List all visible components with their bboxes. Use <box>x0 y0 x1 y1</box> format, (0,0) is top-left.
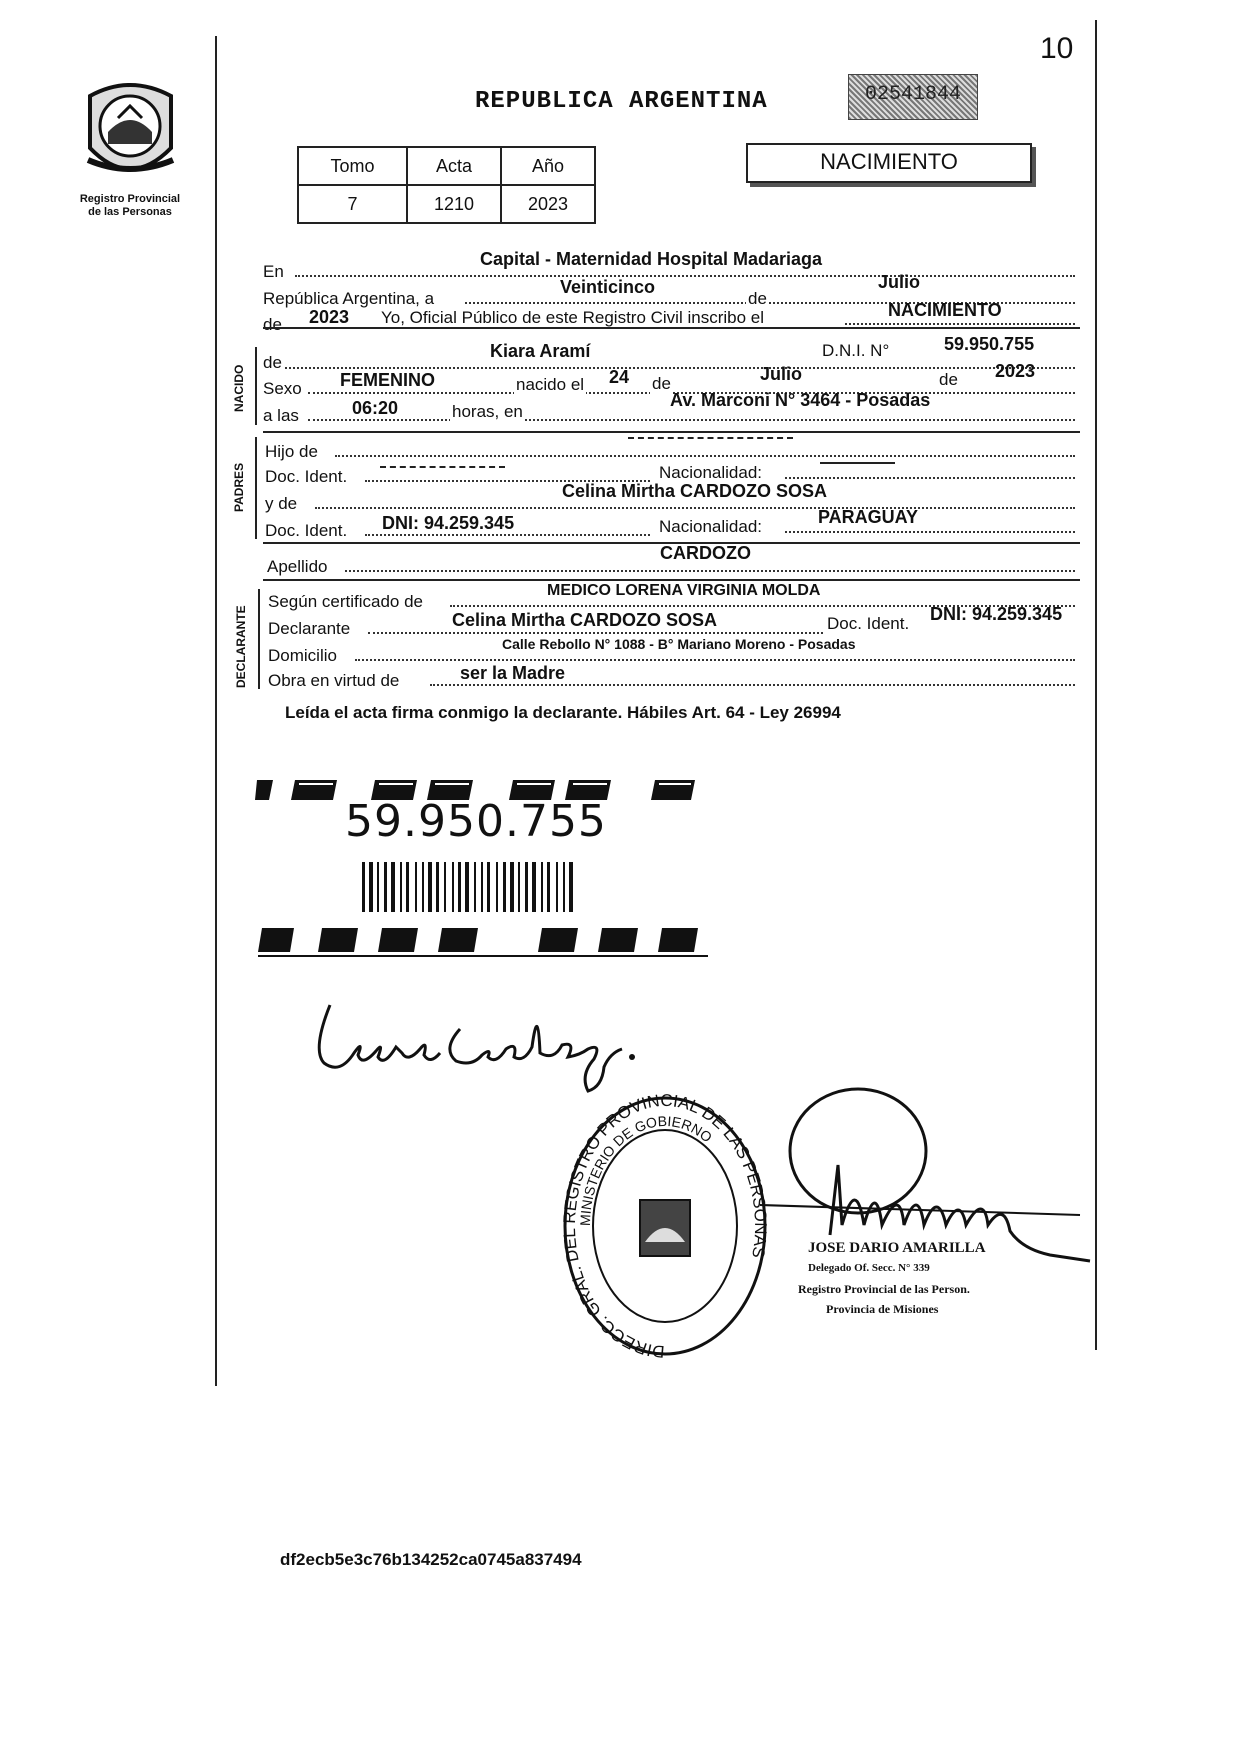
de-label-1: de <box>748 289 767 308</box>
barcode-bar <box>391 862 395 912</box>
nac-father-blank-stroke <box>820 462 895 464</box>
padres-side-label: PADRES <box>232 462 246 512</box>
year-prefix-label: de <box>263 315 282 334</box>
sexo-label: Sexo <box>263 379 302 398</box>
registry-caption <box>60 193 200 219</box>
doc-mother-dots <box>365 534 650 536</box>
nacido-name-dots <box>285 367 1075 369</box>
act-type-box: NACIMIENTO <box>746 143 1032 183</box>
oficial-dots <box>845 323 1075 325</box>
hijo-label: Hijo de <box>265 442 318 461</box>
official-name: JOSE DARIO AMARILLA <box>808 1240 986 1256</box>
seal-inner-text: MINISTERIO DE GOBIERNO <box>576 1112 716 1227</box>
birth-time-value: 06:20 <box>352 398 399 418</box>
registry-logo <box>78 78 183 190</box>
birth-place-value: Av. Marconi N° 3464 - Posadas <box>670 390 931 410</box>
barcode-bar <box>532 862 536 912</box>
barcode-bar <box>444 862 446 912</box>
declarante-doc-label: Doc. Ident. <box>827 614 910 633</box>
nac-mother-dots <box>785 531 1075 533</box>
official-seal <box>560 1092 770 1360</box>
nacido-de-label-3: de <box>939 370 958 389</box>
birth-month-value: Julio <box>760 364 803 384</box>
hijo-dots <box>335 455 1075 457</box>
mother-doc-value: DNI: 94.259.345 <box>382 513 515 533</box>
barcode-bar <box>474 862 476 912</box>
month-value: Julio <box>878 272 921 292</box>
header-acta: Acta <box>407 147 501 185</box>
left-margin-line <box>215 36 217 1386</box>
barcode-bar <box>406 862 409 912</box>
yde-label: y de <box>265 494 298 513</box>
header-tomo: Tomo <box>298 147 407 185</box>
document-hash: df2ecb5e3c76b134252ca0745a837494 <box>280 1550 582 1569</box>
barcode-bar <box>369 862 373 912</box>
doc-father-blank-stroke <box>380 466 505 468</box>
barcode-bar <box>510 862 514 912</box>
domicilio-dots <box>355 659 1075 661</box>
official-registry: Registro Provincial de las Person. <box>798 1282 970 1296</box>
day-words-value: Veinticinco <box>560 277 656 297</box>
declarante-dots <box>368 632 823 634</box>
nacido-de-label-2: de <box>652 374 671 393</box>
declarante-side-label: DECLARANTE <box>234 605 248 688</box>
declarante-signature <box>310 995 670 1100</box>
provincial-shield-icon <box>78 78 183 190</box>
value-ano: 2023 <box>501 185 595 223</box>
inscribe-type-value: NACIMIENTO <box>888 300 1002 320</box>
a-las-label: a las <box>263 406 299 425</box>
nacido-side-label: NACIDO <box>232 364 246 412</box>
republica-label: República Argentina, a <box>263 289 435 308</box>
barcode-bar <box>556 862 558 912</box>
separator-1 <box>263 327 1080 329</box>
barcode-bar <box>377 862 379 912</box>
dni-label: D.N.I. N° <box>822 341 890 360</box>
declarante-label: Declarante <box>268 619 351 638</box>
oficial-text: Yo, Oficial Público de este Registro Civil inscribo el <box>381 308 764 327</box>
separator-2 <box>263 431 1080 433</box>
obra-value: ser la Madre <box>460 663 566 683</box>
nac-label-mother: Nacionalidad: <box>659 517 763 536</box>
mother-nationality-value: PARAGUAY <box>818 507 919 527</box>
barcode-bar <box>541 862 543 912</box>
domicilio-value: Calle Rebollo N° 1088 - B° Mariano Moreno - Posadas <box>502 636 856 652</box>
year-value: 2023 <box>309 307 350 327</box>
declarante-brace <box>258 589 260 689</box>
apellido-value: CARDOZO <box>660 543 751 563</box>
nacido-name-value: Kiara Aramí <box>490 341 591 361</box>
yde-dots <box>315 507 1075 509</box>
value-acta: 1210 <box>407 185 501 223</box>
nacido-dni-value: 59.950.755 <box>944 334 1035 354</box>
barcode-bar <box>487 862 490 912</box>
barcode-bar <box>428 862 432 912</box>
serial-number: 02541844 <box>848 74 978 120</box>
barcode-bar <box>481 862 483 912</box>
barcode-bar <box>465 862 469 912</box>
en-dots <box>295 275 1075 277</box>
place-value: Capital - Maternidad Hospital Madariaga <box>480 249 823 269</box>
barcode-bar <box>362 862 365 912</box>
barcode-bar <box>563 862 565 912</box>
security-pattern-bottom <box>258 922 708 958</box>
barcode <box>362 862 582 912</box>
barcode-bar <box>503 862 506 912</box>
nacido-el-label: nacido el <box>516 375 585 394</box>
official-province: Provincia de Misiones <box>826 1302 939 1316</box>
registry-table <box>297 146 596 224</box>
barcode-bar <box>452 862 454 912</box>
obra-label: Obra en virtud de <box>268 671 400 690</box>
header-ano: Año <box>501 147 595 185</box>
en-label: En <box>263 262 284 281</box>
doc-label-mother: Doc. Ident. <box>265 521 348 540</box>
closing-statement: Leída el acta firma conmigo la declarante. Hábiles Art. 64 - Ley 26994 <box>285 703 841 722</box>
nac-father-dots <box>785 477 1075 479</box>
apellido-label: Apellido <box>267 557 328 576</box>
barcode-bar <box>436 862 439 912</box>
separator-4 <box>263 579 1080 581</box>
nac-label-father: Nacionalidad: <box>659 463 763 482</box>
barcode-bar <box>547 862 550 912</box>
birth-year-value: 2023 <box>995 361 1036 381</box>
country-title: REPUBLICA ARGENTINA <box>475 88 768 115</box>
official-title: Delegado Of. Secc. N° 339 <box>808 1262 930 1274</box>
registry-caption-line1: Registro Provincial <box>79 193 181 205</box>
barcode-bar <box>569 862 573 912</box>
sexo-value: FEMENINO <box>340 370 436 390</box>
nacido-brace <box>255 347 257 425</box>
hijo-blank-stroke <box>628 437 793 439</box>
registry-caption-line2: de las Personas <box>88 206 172 218</box>
seal-outer-text: DIRECC. GRAL. DEL REGISTRO PROVINCIAL DE LAS PERSONAS <box>560 1092 770 1360</box>
horas-label: horas, en <box>452 402 523 421</box>
barcode-bar <box>518 862 520 912</box>
declarante-doc-value: DNI: 94.259.345 <box>930 604 1063 624</box>
certificado-value: MEDICO LORENA VIRGINIA MOLDA <box>547 582 821 599</box>
mother-name-value: Celina Mirtha CARDOZO SOSA <box>562 481 828 501</box>
barcode-bar <box>400 862 402 912</box>
value-tomo: 7 <box>298 185 407 223</box>
barcode-bar <box>384 862 387 912</box>
barcode-bar <box>458 862 461 912</box>
nacido-de-label: de <box>263 353 282 372</box>
domicilio-label: Domicilio <box>268 646 337 665</box>
big-dni-number: 59.950.755 <box>345 796 607 847</box>
time-dots <box>308 419 1075 421</box>
apellido-dots <box>345 570 1075 572</box>
padres-brace <box>255 437 257 539</box>
birth-day-value: 24 <box>609 367 630 387</box>
declarante-name-value: Celina Mirtha CARDOZO SOSA <box>452 610 718 630</box>
barcode-bar <box>415 862 417 912</box>
doc-label-father: Doc. Ident. <box>265 467 348 486</box>
barcode-bar <box>496 862 498 912</box>
obra-dots <box>430 684 1075 686</box>
barcode-bar <box>525 862 528 912</box>
page-number: 10 <box>1040 32 1074 65</box>
barcode-bar <box>422 862 424 912</box>
certificado-label: Según certificado de <box>268 592 423 611</box>
